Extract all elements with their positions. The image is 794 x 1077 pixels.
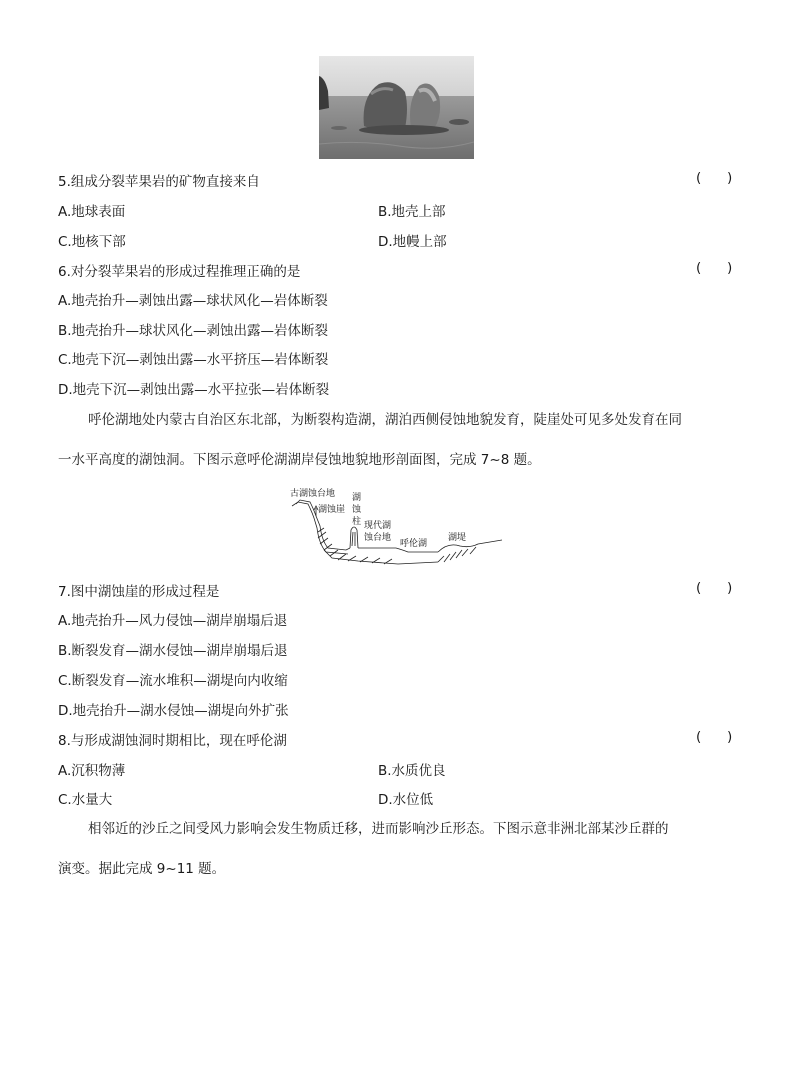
- label-modern-platform-2: 蚀台地: [364, 533, 392, 543]
- question-8-option-a: A.沉积物薄: [58, 763, 126, 779]
- label-ancient-platform: 古湖蚀台地: [290, 489, 336, 499]
- passage-hulun-lake-line-2: 一水平高度的湖蚀洞。下图示意呼伦湖湖岸侵蚀地貌地形剖面图，完成 7~8 题。: [58, 452, 541, 468]
- passage-hulun-lake-line-1: 呼伦湖地处内蒙古自治区东北部，为断裂构造湖，湖泊西侧侵蚀地貌发育，陡崖处可见多处发育在同: [88, 412, 682, 428]
- passage-dunes-line-1: 相邻近的沙丘之间受风力影响会发生物质迁移，进而影响沙丘形态。下图示意非洲北部某沙丘群的: [88, 821, 669, 837]
- question-7-option-d: D.地壳抬升—湖水侵蚀—湖堤向外扩张: [58, 703, 289, 719]
- question-6-option-c: C.地壳下沉—剥蚀出露—水平挤压—岩体断裂: [58, 352, 329, 368]
- label-lake-cliff: 湖蚀崖: [318, 505, 346, 515]
- question-5-option-b: B.地壳上部: [378, 204, 446, 220]
- question-5-option-a: A.地球表面: [58, 204, 126, 220]
- label-modern-platform-1: 现代湖: [364, 521, 392, 531]
- question-8-answer-bracket: ( ): [696, 729, 733, 745]
- question-7-answer-bracket: ( ): [696, 580, 733, 596]
- passage-dunes-line-2: 演变。据此完成 9~11 题。: [58, 861, 226, 877]
- question-6-answer-bracket: ( ): [696, 260, 733, 276]
- question-7-option-a: A.地壳抬升—风力侵蚀—湖岸崩塌后退: [58, 613, 288, 629]
- question-5-stem: 5.组成分裂苹果岩的矿物直接来自: [58, 174, 260, 190]
- question-6-option-b: B.地壳抬升—球状风化—剥蚀出露—岩体断裂: [58, 323, 329, 339]
- label-sea-stack-1: 湖: [352, 493, 362, 503]
- question-6-option-a: A.地壳抬升—剥蚀出露—球状风化—岩体断裂: [58, 293, 328, 309]
- split-apple-rock-photo: [319, 56, 474, 159]
- question-7-option-b: B.断裂发育—湖水侵蚀—湖岸崩塌后退: [58, 643, 288, 659]
- label-hulun-lake: 呼伦湖: [400, 539, 428, 549]
- question-7-option-c: C.断裂发育—流水堆积—湖堤向内收缩: [58, 673, 288, 689]
- question-6-option-d: D.地壳下沉—剥蚀出露—水平拉张—岩体断裂: [58, 382, 330, 398]
- question-8-stem: 8.与形成湖蚀洞时期相比，现在呼伦湖: [58, 733, 287, 749]
- question-8-option-c: C.水量大: [58, 792, 113, 808]
- label-lake-dike: 湖堤: [448, 533, 467, 543]
- label-sea-stack-3: 柱: [352, 517, 362, 527]
- question-5-option-d: D.地幔上部: [378, 234, 447, 250]
- label-sea-stack-2: 蚀: [352, 505, 362, 515]
- question-5-option-c: C.地核下部: [58, 234, 126, 250]
- question-8-option-d: D.水位低: [378, 792, 434, 808]
- question-7-stem: 7.图中湖蚀崖的形成过程是: [58, 584, 220, 600]
- question-8-option-b: B.水质优良: [378, 763, 446, 779]
- question-5-answer-bracket: ( ): [696, 170, 733, 186]
- lake-erosion-profile-diagram: [288, 486, 506, 572]
- question-6-stem: 6.对分裂苹果岩的形成过程推理正确的是: [58, 264, 301, 280]
